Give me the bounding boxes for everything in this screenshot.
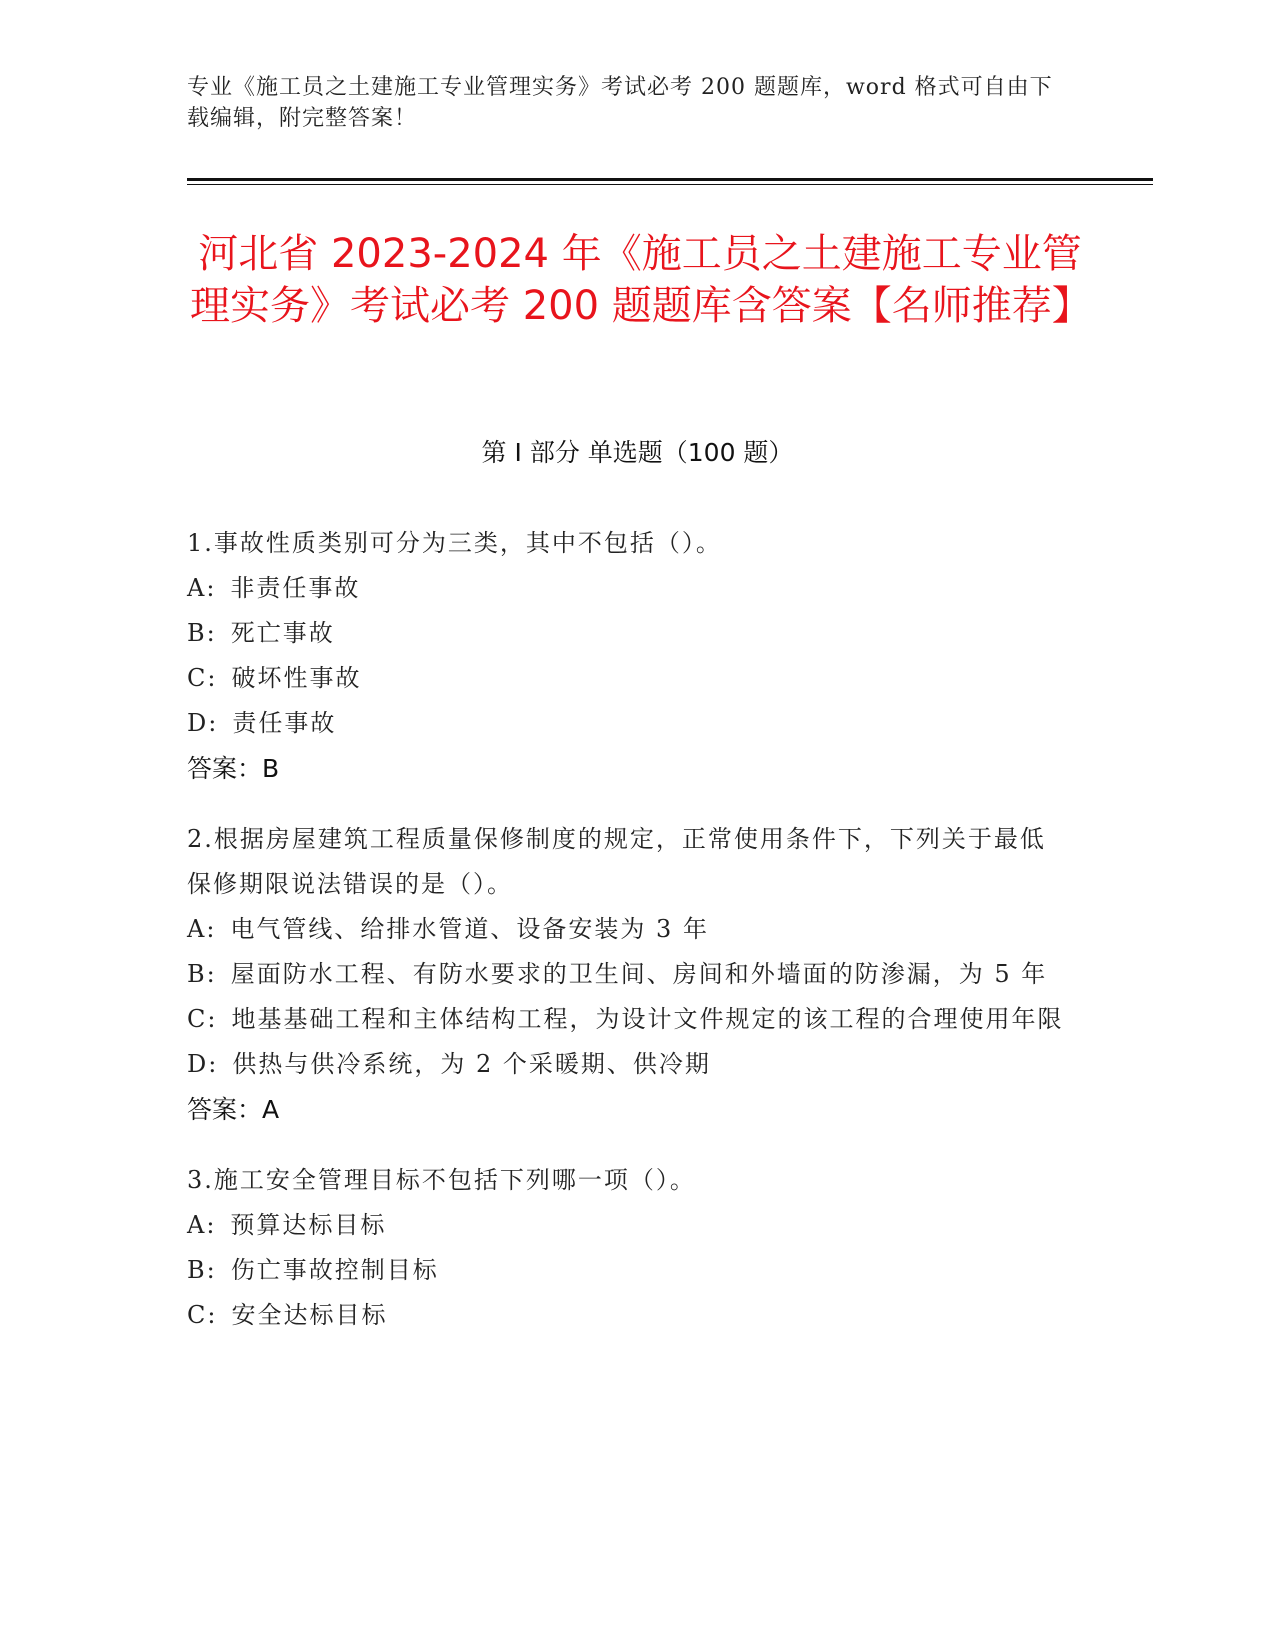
question-stem: 1.事故性质类别可分为三类，其中不包括（）。: [187, 529, 722, 557]
option-a: [187, 907, 1067, 952]
header-rule-thick: [187, 178, 1153, 181]
answer-line: 答案：A: [187, 1095, 280, 1124]
option-c: [187, 997, 1067, 1042]
option-d: [187, 701, 1067, 746]
option-letter: D:: [187, 709, 219, 737]
option-letter: C:: [187, 664, 218, 692]
section-heading: 第 I 部分 单选题（100 题）: [481, 438, 794, 467]
option-text: 安全达标目标: [231, 1301, 388, 1329]
option-letter: B:: [187, 619, 217, 647]
document-title: 河北省 2023-2024 年《施工员之土建施工专业管理实务》考试必考 200 题题库含答案【名师推荐】: [190, 231, 1092, 329]
question-stem: 3.施工安全管理目标不包括下列哪一项（）。: [187, 1166, 696, 1194]
option-text: 破坏性事故: [231, 664, 362, 692]
question-stem: 2.根据房屋建筑工程质量保修制度的规定，正常使用条件下，下列关于最低保修期限说法错误的是（）。: [187, 825, 1046, 898]
option-text: 非责任事故: [230, 574, 361, 602]
option-text: 死亡事故: [230, 619, 335, 647]
question-2: [187, 817, 1067, 1132]
question-list: [187, 521, 1067, 1364]
option-text: 预算达标目标: [230, 1211, 387, 1239]
answer-line: 答案：B: [187, 754, 280, 783]
header-rule-thin: [187, 184, 1153, 185]
option-text: 地基基础工程和主体结构工程，为设计文件规定的该工程的合理使用年限: [231, 1005, 1064, 1033]
option-text: 责任事故: [232, 709, 337, 737]
option-letter: D:: [187, 1050, 219, 1078]
question-3: [187, 1158, 1067, 1338]
option-text: 电气管线、给排水管道、设备安装为 3 年: [230, 915, 709, 943]
option-c: [187, 656, 1067, 701]
option-a: [187, 566, 1067, 611]
option-b: [187, 1248, 1067, 1293]
option-a: [187, 1203, 1067, 1248]
question-1: [187, 521, 1067, 791]
option-c: [187, 1293, 1067, 1338]
option-letter: C:: [187, 1005, 218, 1033]
option-letter: A:: [187, 574, 217, 602]
option-text: 屋面防水工程、有防水要求的卫生间、房间和外墙面的防渗漏，为 5 年: [230, 960, 1048, 988]
option-letter: C:: [187, 1301, 218, 1329]
option-b: [187, 952, 1067, 997]
option-b: [187, 611, 1067, 656]
option-letter: A:: [187, 1211, 217, 1239]
option-letter: A:: [187, 915, 217, 943]
option-letter: B:: [187, 1256, 217, 1284]
header-note: 专业《施工员之土建施工专业管理实务》考试必考 200 题题库，word 格式可自由下载编辑，附完整答案！: [187, 75, 1053, 131]
option-text: 伤亡事故控制目标: [230, 1256, 439, 1284]
option-letter: B:: [187, 960, 217, 988]
option-d: [187, 1042, 1067, 1087]
option-text: 供热与供冷系统，为 2 个采暖期、供冷期: [232, 1050, 711, 1078]
